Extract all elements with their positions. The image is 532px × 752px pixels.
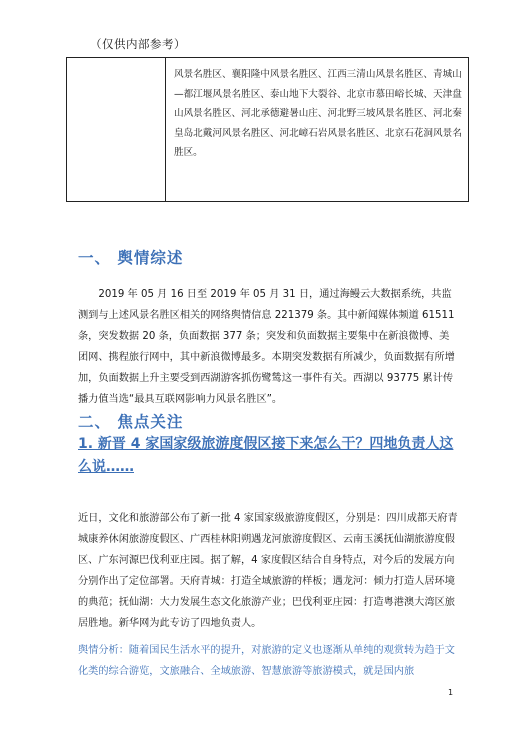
table-left-column [67, 58, 166, 201]
scenic-area-table [66, 57, 469, 202]
section-title-overview: 一、 舆情综述 [78, 249, 184, 267]
header-note: （仅供内部参考） [90, 37, 186, 51]
table-cell-text: 风景名胜区、襄阳隆中风景名胜区、江西三清山风景名胜区、青城山—都江堰风景名胜区、泰山地下大裂谷、北京市慕田峪长城、天津盘山风景名胜区、河北承德避暑山庄、河北野三坡风景名胜区、河北秦皇岛北戴河风景名胜区、河北嶂石岩风景名胜区、北京石花洞风景名胜区。 [174, 69, 462, 159]
focus-item-title[interactable]: 1. 新晋 4 家国家级旅游度假区接下来怎么干？四地负责人这么说…… [78, 436, 454, 475]
section-title-focus: 二、 焦点关注 [78, 413, 184, 431]
focus-item-body: 近日，文化和旅游部公布了新一批 4 家国家级旅游度假区，分别是：四川成都天府青城康养休闲旅游度假区、广西桂林阳朔遇龙河旅游度假区、云南玉溪抚仙湖旅游度假区、广东河源巴伐利亚庄园。据了解，4 家度假区结合自身特点，对今后的发展方向分别作出了定位部署。天府青城：打造全域旅游的样板；遇龙河：倾力打造人居环境的典范；抚仙湖：大力发展生态文化旅游产业；巴伐利亚庄园：打造粤港澳大湾区旅居胜地。新华网为此专访了四地负责人。 [78, 513, 458, 630]
focus-item-analysis: 舆情分析：随着国民生活水平的提升，对旅游的定义也逐渐从单纯的观赏转为趋于文化类的综合游览，文旅融合、全域旅游、智慧旅游等旅游模式，就是国内旅 [78, 645, 455, 678]
overview-paragraph: 2019 年 05 月 16 日至 2019 年 05 月 31 日，通过海鳗云大数据系统，共监测到与上述风景名胜区相关的网络舆情信息 221379 条。其中新闻媒体频道 61511 条，突发数据 20 条，负面数据 377 条；突发和负面数据主要集中在新浪微博、美团网、携程旅行网中，其中新浪微博最多。本期突发数据有所减少，负面数据有所增加，负面数据上升主要受到西湖游客抓伤鹭鸶这一事件有关。西湖以 93775 累计传播力值当选“最具互联网影响力风景名胜区”。 [78, 289, 455, 406]
page-number: 1 [448, 688, 454, 697]
